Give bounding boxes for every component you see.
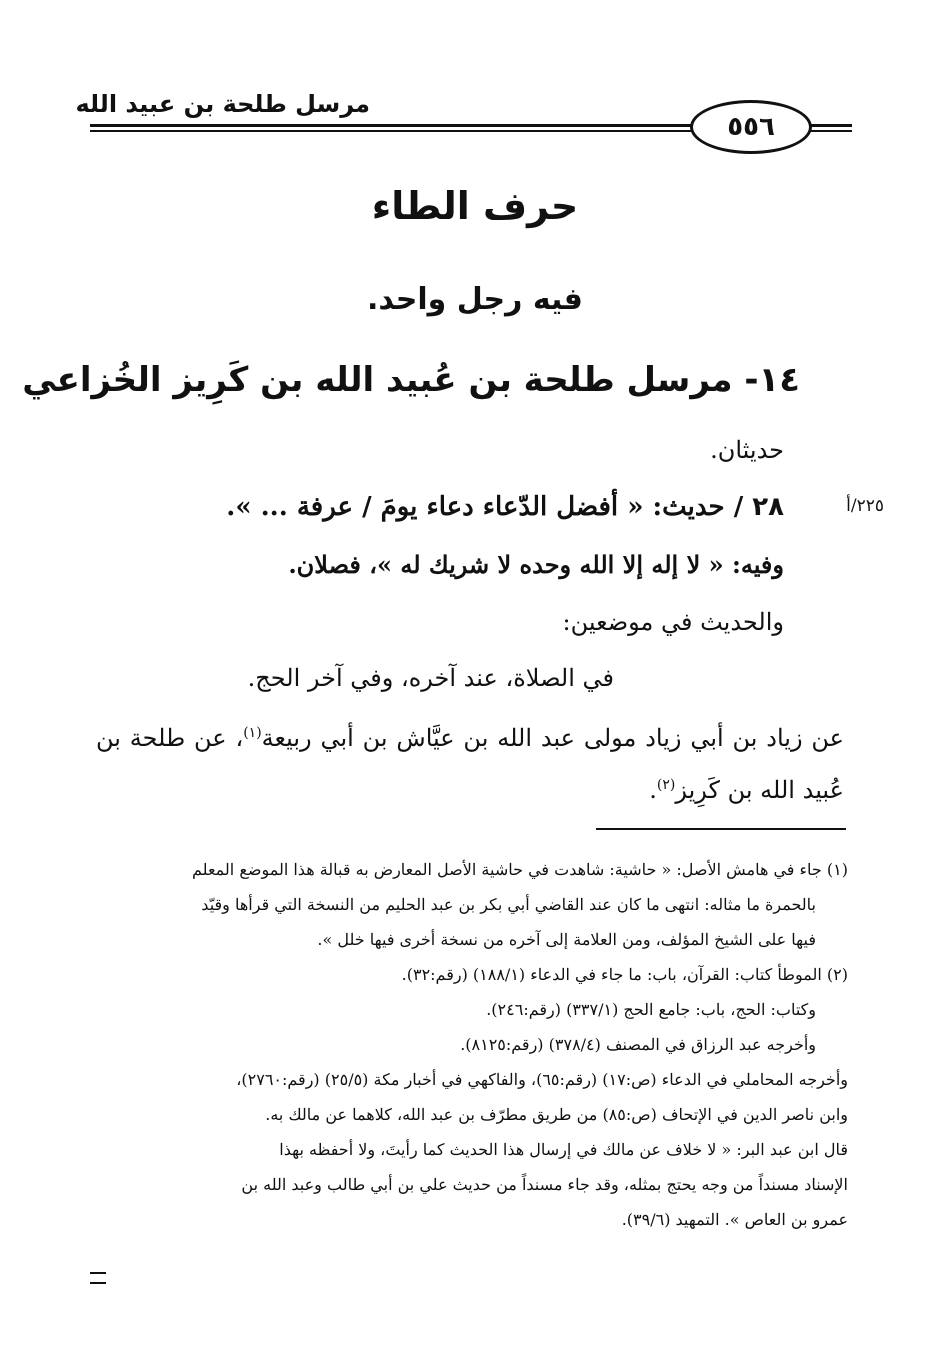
running-title: مرسل طلحة بن عبيد الله (75, 90, 370, 118)
footnote-1-line: (١) جاء في هامش الأصل: « حاشية: شاهدت في حاشية الأصل المعارض به قبالة هذا الموضع المعلم (192, 860, 848, 879)
footnote-2-line: وأخرجه المحاملي في الدعاء (ص:١٧) (رقم:٦٥)، والفاكهي في أخبار مكة (٢٥/٥) (رقم:٢٧٦٠)، (236, 1070, 848, 1089)
hadith-content: وفيه: « لا إله إلا الله وحده لا شريك له »، فصلان. (288, 550, 784, 579)
isnad-part-1: عن زياد بن أبي زياد مولى عبد الله بن عيَّاش بن أبي ربيعة (261, 724, 845, 752)
footnote-2-line: (٢) الموطأ كتاب: القرآن، باب: ما جاء في الدعاء (١٨٨/١) (رقم:٣٢). (401, 965, 848, 984)
isnad-part-2: ، عن طلحة بن عُبيد الله بن كَرِيز (96, 724, 844, 804)
margin-reference: ٢٢٥/أ (846, 496, 884, 516)
isnad-end: . (649, 776, 657, 804)
footnote-2-line: عمرو بن العاص ». التمهيد (٣٩/٦). (621, 1210, 848, 1229)
hadith-label: حديث: (652, 492, 725, 522)
footnote-2-line: وابن ناصر الدين في الإتحاف (ص:٨٥) من طريق مطرّف بن عبد الله، كلاهما عن مالك به. (265, 1105, 848, 1124)
hadith-count: حديثان. (710, 436, 784, 464)
footnote-1-line: فيها على الشيخ المؤلف، ومن العلامة إلى آخره من نسخة أخرى فيها خلل ». (317, 930, 816, 949)
footnote-2-line: الإسناد مسنداً من وجه يحتج بمثله، وقد جاء مسنداً من حديث علي بن أبي طالب وعبد الله بن (241, 1175, 848, 1194)
page-number-text: ٥٥٦ (727, 112, 775, 142)
chapter-title: حرف الطاء (371, 184, 579, 228)
chapter-subtitle: فيه رجل واحد. (367, 282, 583, 317)
footnote-2-line: قال ابن عبد البر: « لا خلاف عن مالك في إرسال هذا الحديث كما رأيتَ، ولا أحفظه بهذا (279, 1140, 848, 1159)
page-end-mark (90, 1272, 106, 1284)
footnote-2-line: وكتاب: الحج، باب: جامع الحج (٣٣٧/١) (رقم:٢٤٦). (486, 1000, 816, 1019)
hadith-locations: في الصلاة، عند آخره، وفي آخر الحج. (247, 664, 614, 692)
footnote-separator (596, 828, 846, 830)
footnotes (88, 852, 848, 1237)
footnote-1-line: بالحمرة ما مثاله: انتهى ما كان عند القاضي أبي بكر بن عبد الحليم من النسخة التي قرأها وقيّد (201, 895, 816, 914)
footnote-marker-1[interactable]: (١) (243, 725, 262, 741)
hadith-number: ٢٨ / (733, 492, 784, 522)
location-intro: والحديث في موضعين: (562, 608, 784, 636)
hadith-text: « أفضل الدّعاء دعاء يومَ / عرفة ... ». (226, 492, 644, 522)
isnad-paragraph (96, 712, 844, 816)
entry-heading: ١٤- مرسل طلحة بن عُبيد الله بن كَرِيز الخُزاعي (22, 360, 800, 400)
page-number (690, 100, 812, 154)
footnote-2-line: وأخرجه عبد الرزاق في المصنف (٣٧٨/٤) (رقم:٨١٢٥). (460, 1035, 816, 1054)
footnote-marker-2[interactable]: (٢) (656, 777, 676, 793)
hadith-line (226, 492, 784, 522)
